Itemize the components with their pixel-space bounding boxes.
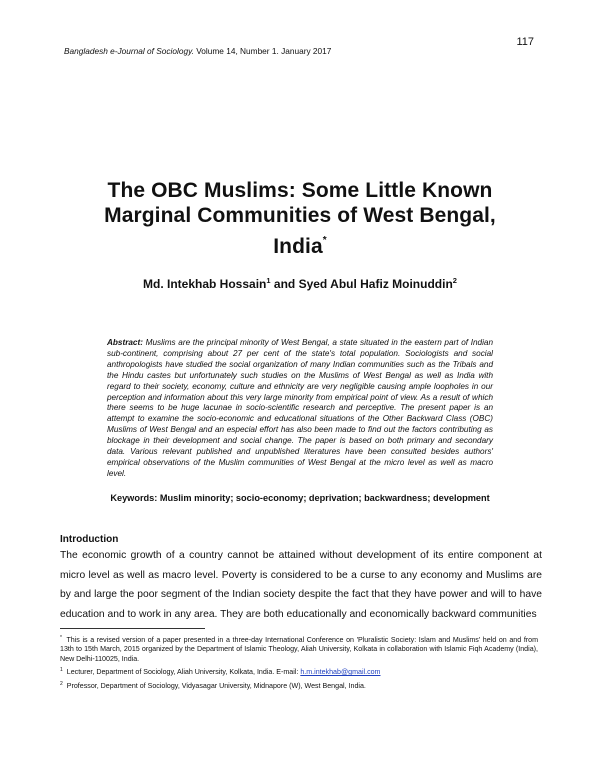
footnote-1-text: Lecturer, Department of Sociology, Aliah University, Kolkata, India. E-mail:	[66, 668, 299, 677]
footnote-divider	[60, 628, 205, 629]
journal-header	[64, 46, 331, 56]
title-footnote-marker: *	[322, 235, 327, 246]
author-conjunction: and	[273, 277, 296, 291]
footnote-star	[60, 634, 538, 664]
footnote-1-marker: 1	[60, 667, 63, 674]
author-1-marker: 1	[266, 276, 271, 285]
abstract	[107, 338, 493, 480]
title-line-3-text: India	[273, 235, 323, 258]
title-line-2: Marginal Communities of West Bengal,	[104, 204, 496, 227]
footnote-2	[60, 680, 538, 691]
journal-issue: Volume 14, Number 1. January 2017	[196, 46, 332, 56]
footnote-star-text: This is a revised version of a paper presented in a three-day International Conference on 'Pluralistic Society: Islam and Muslims' held on and from 13th to 15th March, 2015 organized by the Department of Islamic Theology, Aliah University, Kolkata in collaboration with Islamic Fiqh Academy (India), New Delhi-110025, India.	[60, 636, 539, 663]
footnotes	[60, 634, 538, 693]
footnote-2-text: Professor, Department of Sociology, Vidyasagar University, Midnapore (W), West Bengal, India.	[66, 681, 366, 690]
author-2: Syed Abul Hafiz Moinuddin	[298, 277, 453, 291]
author-line	[60, 276, 540, 291]
footnote-2-marker: 2	[60, 680, 63, 687]
keywords-label: Keywords:	[110, 493, 158, 503]
footnote-1	[60, 666, 538, 677]
footnote-star-marker: *	[60, 635, 62, 641]
abstract-text: Muslims are the principal minority of West Bengal, a state situated in the eastern part of Indian sub-continent, comprising about 27 per cent of the state's total population. Sociologists and social anthropologists have studied the social organization of many Indian communities such as the Tribals and the Hindu castes but unfortunately such studies on the Muslims of West Bengal as well as India with regard to their society, economy, culture and ethnicity are very negligible causing ample loopholes in our perception and information about this very large minority from empirical point of view. As a result of which there seems to be huge lacunae in socio-scientific research and perceptive. The present paper is an attempt to examine the socio-economic and educational situations of the Other Backward Class (OBC) Muslims of West Bengal and an especial effort has also been made to find out the factors contributing as blockage in their development and social change. The paper is based on both primary and secondary data. Various relevant published and unpublished literatures have been consulted besides authors' empirical observations of the Muslim communities of West Bengal at the micro level as well as macro level.	[107, 338, 493, 478]
keywords-text: Muslim minority; socio-economy; deprivation; backwardness; development	[159, 493, 490, 503]
author-email-link[interactable]: h.m.intekhab@gmail.com	[300, 668, 381, 677]
title-line-1: The OBC Muslims: Some Little Known	[107, 179, 493, 202]
author-1: Md. Intekhab Hossain	[143, 277, 267, 291]
introduction-body: The economic growth of a country cannot be attained without development of its entire component at micro level as well as macro level. Poverty is considered to be a curse to any economy and Muslims are by and large the poor segment of the Indian society despite the fact that they have power and will to have education and to work in any area. They are both educationally and economically backward communities	[60, 550, 542, 620]
keywords	[60, 493, 540, 503]
introduction-heading: Introduction	[60, 534, 119, 545]
article-title	[60, 178, 540, 259]
title-line-3	[60, 228, 540, 259]
abstract-label: Abstract:	[107, 338, 143, 347]
journal-name: Bangladesh e-Journal of Sociology.	[64, 46, 194, 56]
page-number: 117	[516, 36, 534, 48]
author-2-marker: 2	[452, 276, 457, 285]
